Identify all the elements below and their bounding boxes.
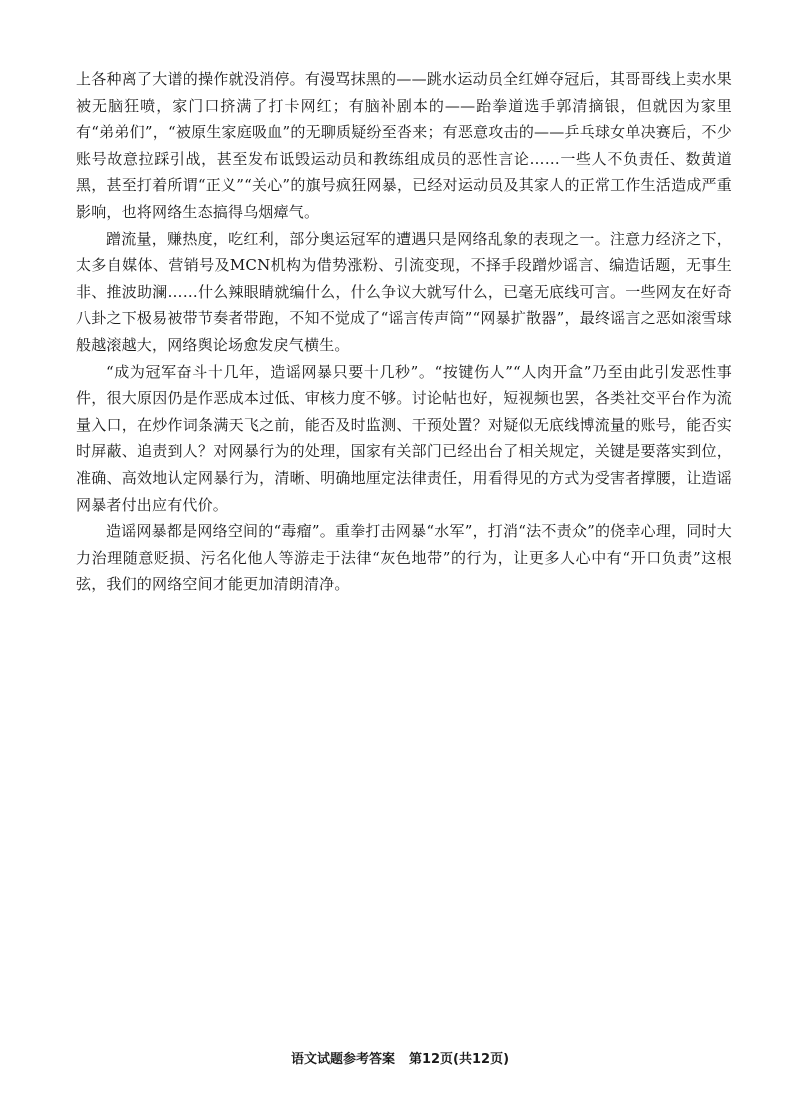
paragraph-1: 上各种离了大谱的操作就没消停。有漫骂抹黑的——跳水运动员全红婵夺冠后，其哥哥线上卖水果被无脑狂喷，家门口挤满了打卡网红；有脑补剧本的——跆拳道选手郭清摘银，但就因为家里有“弟弟们”，“被原生家庭吸血”的无聊质疑纷至沓来；有恶意攻击的——乒乓球女单决赛后，不少账号故意拉踩引战，甚至发布诋毁运动员和教练组成员的恶性言论……一些人不负责任、数黄道黑，甚至打着所谓“正义”“关心”的旗号疯狂网暴，已经对运动员及其家人的正常工作生活造成严重影响，也将网络生态搞得乌烟瘴气。 [76,70,732,221]
page-footer [0,1048,800,1067]
footer-page-number: 第12页(共12页) [408,1052,510,1067]
footer-subject: 语文试题参考答案 [290,1052,395,1067]
paragraph-2: 蹭流量，赚热度，吃红利，部分奥运冠军的遭遇只是网络乱象的表现之一。注意力经济之下，太多自媒体、营销号及MCN机构为借势涨粉、引流变现，不择手段蹭炒谣言、编造话题，无事生非、推波助澜……什么辣眼睛就编什么，什么争议大就写什么，已毫无底线可言。一些网友在好奇八卦之下极易被带节奏者带跑，不知不觉成了“谣言传声筒”“网暴扩散器”，最终谣言之恶如滚雪球般越滚越大，网络舆论场愈发戾气横生。 [76,229,732,354]
paragraph-4: 造谣网暴都是网络空间的“毒瘤”。重拳打击网暴“水军”，打消“法不责众”的侥幸心理，同时大力治理随意贬损、污名化他人等游走于法律“灰色地带”的行为，让更多人心中有“开口负责”这根弦，我们的网络空间才能更加清朗清净。 [76,522,732,594]
article-body [76,66,732,598]
paragraph-3: “成为冠军奋斗十几年，造谣网暴只要十几秒”。“按键伤人”“人肉开盒”乃至由此引发恶性事件，很大原因仍是作恶成本过低、审核力度不够。讨论帖也好，短视频也罢，各类社交平台作为流量入口，在炒作词条满天飞之前，能否及时监测、干预处置？对疑似无底线博流量的账号，能否实时屏蔽、追责到人？对网暴行为的处理，国家有关部门已经出台了相关规定，关键是要落实到位，准确、高效地认定网暴行为，清晰、明确地厘定法律责任，用看得见的方式为受害者撑腰，让造谣网暴者付出应有代价。 [76,362,732,514]
